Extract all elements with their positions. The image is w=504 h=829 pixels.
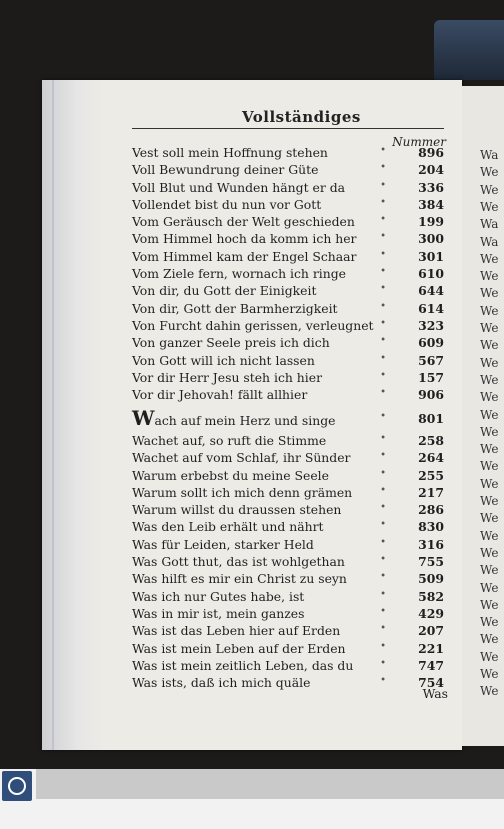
list-item: Von ganzer Seele preis ich dich • 609 bbox=[132, 335, 444, 351]
facing-page-word: We bbox=[480, 684, 499, 699]
facing-page-word: Wa bbox=[480, 217, 499, 232]
entry-number: 204 bbox=[418, 162, 444, 178]
entry-number: 255 bbox=[418, 467, 444, 483]
facing-page-word: We bbox=[480, 649, 499, 664]
entry-text: Von ganzer Seele preis ich dich bbox=[132, 335, 330, 351]
list-item: Warum sollt ich mich denn grämen • 217 bbox=[132, 484, 444, 500]
entry-text: Von dir, du Gott der Einigkeit bbox=[132, 283, 317, 299]
entry-number: 221 bbox=[418, 640, 444, 656]
list-item: Was in mir ist, mein ganzes • 429 bbox=[132, 605, 444, 621]
list-item: Warum willst du draussen stehen • 286 bbox=[132, 502, 444, 518]
entry-number: 582 bbox=[418, 588, 444, 604]
facing-page-word: We bbox=[480, 494, 499, 508]
index-list-w bbox=[124, 406, 448, 692]
entry-number: 644 bbox=[418, 283, 444, 299]
list-item: Was für Leiden, starker Held • 316 bbox=[132, 536, 444, 552]
facing-page-word: We bbox=[480, 303, 499, 318]
entry-text: Was hilft es mir ein Christ zu seyn bbox=[132, 571, 347, 587]
entry-number: 301 bbox=[418, 248, 444, 264]
list-item: Was ist mein Leben auf der Erden • 221 bbox=[132, 640, 444, 656]
list-item: Von Gott will ich nicht lassen • 567 bbox=[132, 352, 444, 368]
drop-capital: W bbox=[132, 406, 155, 430]
facing-page-word: We bbox=[480, 632, 499, 647]
entry-number: 207 bbox=[418, 623, 444, 639]
entry-number: 754 bbox=[418, 675, 444, 691]
adjacent-book-edge bbox=[434, 20, 504, 80]
entry-number: 316 bbox=[418, 536, 444, 552]
facing-page-word: We bbox=[480, 390, 499, 405]
entry-text: Von dir, Gott der Barmherzigkeit bbox=[132, 300, 338, 316]
list-item: Voll Blut und Wunden hängt er da • 336 bbox=[132, 179, 444, 195]
list-item: Was hilft es mir ein Christ zu seyn • 509 bbox=[132, 571, 444, 587]
entry-text: Von Gott will ich nicht lassen bbox=[132, 352, 315, 368]
entry-number: 217 bbox=[418, 484, 444, 500]
entry-number: 199 bbox=[418, 214, 444, 230]
list-item: Wachet auf vom Schlaf, ihr Sünder • 264 bbox=[132, 450, 444, 466]
entry-text: Was ists, daß ich mich quäle bbox=[132, 675, 311, 691]
facing-page-word: We bbox=[480, 269, 499, 284]
list-item: Was ist mein zeitlich Leben, das du • 747 bbox=[132, 657, 444, 673]
entry-number: 755 bbox=[418, 554, 444, 570]
entry-text: Was Gott thut, das ist wohlgethan bbox=[132, 554, 345, 570]
entry-number: 336 bbox=[418, 179, 444, 195]
facing-page-word: We bbox=[480, 476, 499, 491]
entry-number: 614 bbox=[418, 300, 444, 316]
index-list-v bbox=[124, 145, 448, 404]
facing-page-word: We bbox=[480, 667, 499, 681]
entry-text: Was den Leib erhält und nährt bbox=[132, 519, 324, 535]
facing-page-word: We bbox=[480, 321, 499, 335]
entry-text: Von Furcht dahin gerissen, verleugnet bbox=[132, 317, 374, 333]
entry-number: 896 bbox=[418, 145, 444, 160]
facing-page-word: We bbox=[480, 528, 499, 543]
entry-number: 801 bbox=[418, 411, 444, 426]
list-item: Wachet auf, so ruft die Stimme • 258 bbox=[132, 433, 444, 448]
entry-text: Vollendet bist du nun vor Gott bbox=[132, 196, 322, 212]
entry-text: Was ich nur Gutes habe, ist bbox=[132, 588, 305, 604]
facing-page-word: Wa bbox=[480, 148, 499, 162]
entry-text: Vom Himmel kam der Engel Schaar bbox=[132, 248, 357, 264]
facing-page-word: We bbox=[480, 372, 499, 387]
facing-page-word: We bbox=[480, 286, 499, 301]
entry-number: 747 bbox=[418, 657, 444, 673]
library-logo-icon bbox=[2, 771, 32, 801]
list-item: Vest soll mein Hoffnung stehen • 896 bbox=[132, 145, 444, 160]
entry-number: 567 bbox=[418, 352, 444, 368]
entry-text: Warum willst du draussen stehen bbox=[132, 502, 342, 518]
entry-number: 286 bbox=[418, 502, 444, 518]
list-item: Von dir, du Gott der Einigkeit • 644 bbox=[132, 283, 444, 299]
entry-number: 429 bbox=[418, 605, 444, 621]
list-item: Was ist das Leben hier auf Erden • 207 bbox=[132, 623, 444, 639]
list-item: Vom Himmel hoch da komm ich her • 300 bbox=[132, 231, 444, 247]
entry-text: Was ist mein Leben auf der Erden bbox=[132, 640, 346, 656]
facing-page-word: We bbox=[480, 597, 499, 612]
entry-text: Wachet auf vom Schlaf, ihr Sünder bbox=[132, 450, 351, 466]
entry-text: Warum erbebst du meine Seele bbox=[132, 467, 329, 483]
entry-text: Vor dir Herr Jesu steh ich hier bbox=[132, 369, 322, 385]
entry-text: Wachet auf, so ruft die Stimme bbox=[132, 433, 327, 448]
entry-text: Vor dir Jehovah! fällt allhier bbox=[132, 387, 308, 403]
facing-page-word: We bbox=[480, 182, 499, 197]
entry-number: 264 bbox=[418, 450, 444, 466]
list-item: Vom Ziele fern, wornach ich ringe • 610 bbox=[132, 266, 444, 282]
facing-page-word: We bbox=[480, 199, 499, 214]
column-heading: Nummer bbox=[392, 135, 446, 149]
list-item: Was ich nur Gutes habe, ist • 582 bbox=[132, 588, 444, 604]
entry-text: Vom Himmel hoch da komm ich her bbox=[132, 231, 357, 247]
list-item: Was Gott thut, das ist wohlgethan • 755 bbox=[132, 554, 444, 570]
facing-page-word: We bbox=[480, 424, 499, 439]
list-item: Vom Geräusch der Welt geschieden • 199 bbox=[132, 214, 444, 230]
list-item: Vor dir Jehovah! fällt allhier • 906 bbox=[132, 387, 444, 403]
list-item: Vom Himmel kam der Engel Schaar • 301 bbox=[132, 248, 444, 264]
facing-page-word: We bbox=[480, 615, 499, 630]
facing-page-word: We bbox=[480, 580, 499, 595]
entry-text: ach auf mein Herz und singe bbox=[154, 413, 336, 428]
entry-number: 323 bbox=[418, 317, 444, 333]
page-header: Vollständiges bbox=[242, 108, 361, 126]
facing-page-word: We bbox=[480, 165, 499, 180]
facing-page-word: We bbox=[480, 338, 499, 353]
entry-text: Vom Ziele fern, wornach ich ringe bbox=[132, 266, 346, 282]
list-item: Voll Bewundrung deiner Güte • 204 bbox=[132, 162, 444, 178]
facing-page-word: We bbox=[480, 355, 499, 370]
facing-page-word: We bbox=[480, 545, 499, 560]
facing-page-word: We bbox=[480, 459, 499, 474]
entry-text: Was ist das Leben hier auf Erden bbox=[132, 623, 341, 639]
entry-number: 509 bbox=[418, 571, 444, 587]
entry-text: Warum sollt ich mich denn grämen bbox=[132, 484, 353, 500]
facing-page-word: We bbox=[480, 563, 499, 578]
entry-number: 610 bbox=[418, 266, 444, 282]
facing-page-word: We bbox=[480, 251, 499, 266]
facing-page bbox=[462, 86, 504, 746]
entry-text: Vom Geräusch der Welt geschieden bbox=[132, 214, 355, 230]
facing-page-word: We bbox=[480, 407, 499, 422]
entry-text: Vest soll mein Hoffnung stehen bbox=[132, 145, 328, 160]
facing-page-word: We bbox=[480, 511, 499, 526]
entry-number: 906 bbox=[418, 387, 444, 403]
entry-number: 384 bbox=[418, 196, 444, 212]
list-item: Wach auf mein Herz und singe • 801 bbox=[132, 406, 444, 430]
entry-number: 300 bbox=[418, 231, 444, 247]
list-item: Was den Leib erhält und nährt • 830 bbox=[132, 519, 444, 535]
entry-text: Voll Blut und Wunden hängt er da bbox=[132, 179, 346, 195]
list-item: Vollendet bist du nun vor Gott • 384 bbox=[132, 196, 444, 212]
list-item: Von dir, Gott der Barmherzigkeit • 614 bbox=[132, 300, 444, 316]
entry-number: 609 bbox=[418, 335, 444, 351]
catchword: Was bbox=[422, 686, 448, 701]
entry-number: 258 bbox=[418, 433, 444, 448]
facing-page-word: Wa bbox=[480, 234, 499, 249]
viewer-footer-band bbox=[36, 769, 504, 799]
entry-text: Voll Bewundrung deiner Güte bbox=[132, 162, 319, 178]
list-item: Was ists, daß ich mich quäle • 754 bbox=[132, 675, 444, 691]
entry-number: 157 bbox=[418, 369, 444, 385]
entry-text: Was ist mein zeitlich Leben, das du bbox=[132, 657, 354, 673]
entry-text: Was in mir ist, mein ganzes bbox=[132, 605, 305, 621]
entry-number: 830 bbox=[418, 519, 444, 535]
facing-page-word: We bbox=[480, 442, 499, 457]
list-item: Vor dir Herr Jesu steh ich hier • 157 bbox=[132, 369, 444, 385]
list-item: Warum erbebst du meine Seele • 255 bbox=[132, 467, 444, 483]
entry-text: Was für Leiden, starker Held bbox=[132, 536, 314, 552]
header-rule bbox=[132, 128, 444, 129]
list-item: Von Furcht dahin gerissen, verleugnet • 323 bbox=[132, 317, 444, 333]
